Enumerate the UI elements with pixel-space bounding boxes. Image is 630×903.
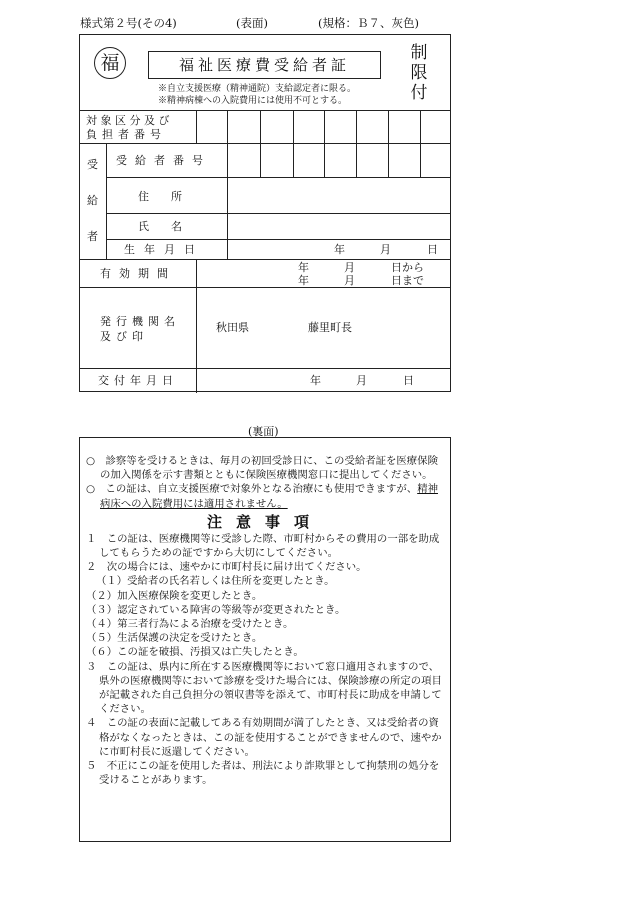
issue-month: 月 [356, 374, 367, 387]
front-side-label: (表面) [236, 16, 268, 30]
notice-item-3: ３ この証は、県内に所在する医療機関等において窓口適用されますので、県外の医療機関等において診療を受けた場合には、保険診療の所定の項目が記載された自己負担分の領収書等を添えて、市町村長に助成を申請してください。 [86, 660, 442, 716]
issuer-prefecture: 秋田県 [216, 321, 249, 334]
notice-heading: 注意事項 [206, 512, 323, 531]
category-label-1: 対象区分及び [86, 114, 173, 127]
validity-label: 有効期間 [100, 267, 176, 280]
issue-day: 日 [403, 374, 414, 387]
notice-item-2: ２ 次の場合には、速やかに市町村長に届け出てください。 [86, 561, 367, 574]
valid-month-from: 月 [344, 261, 355, 274]
valid-day-from: 日から [391, 261, 424, 274]
notice-item-5: ５ 不正にこの証を使用した者は、刑法により詐欺罪として拘禁刑の処分を受けることがあります。 [86, 760, 440, 787]
issuer-label-1: 発行機関名 [100, 315, 180, 328]
notice-sub-4: （４）第三者行為による治療を受けたとき。 [86, 618, 294, 631]
name-label: 氏 名 [138, 220, 182, 233]
bullet-2-text: ○ この証は、自立支援医療で対象外となる治療にも使用できますが、 [86, 483, 418, 496]
notice-item-4: ４ この証の表面に記載してある有効期間が満了したとき、又は受給者の資格がなくなったときは、この証を使用することができませんので、速やかに市町村長に返還してください。 [86, 717, 442, 758]
recipient-vertical-2: 給 [87, 194, 98, 207]
birth-day: 日 [427, 243, 438, 256]
birth-year: 年 [334, 243, 345, 256]
seal-mark: 福 [94, 47, 126, 79]
notice-sub-3: （３）認定されている障害の等級等が変更されたとき。 [86, 603, 346, 616]
notice-sub-2: （２）加入医療保険を変更したとき。 [86, 589, 263, 602]
bullet-1: ○ 診察等を受けるときは、毎月の初回受診日に、この受給者証を医療保険の加入関係を示す書類とともに保険医療機関窓口に提出してください。 [86, 455, 438, 482]
birth-month: 月 [380, 243, 391, 256]
bullet-2 [86, 482, 444, 510]
back-card [79, 437, 451, 842]
restriction-label: 制限付 [410, 43, 428, 103]
birth-date-label: 生年月日 [124, 243, 204, 256]
note-2: ※精神病棟への入院費用には使用不可とする。 [158, 96, 348, 106]
notice-sub-1: （１）受給者の氏名若しくは住所を変更したとき。 [96, 575, 335, 588]
valid-year-from: 年 [298, 261, 309, 274]
issue-date-label: 交付年月日 [98, 374, 178, 387]
recipient-vertical-1: 受 [87, 158, 98, 171]
issuer-mayor: 藤里町長 [308, 321, 352, 334]
form-number: 様式第２号(その4) [80, 16, 177, 30]
notice-item-1: １ この証は、医療機関等に受診した際、市町村からその費用の一部を助成してもらうための証ですから大切にしてください。 [86, 532, 440, 560]
back-side-label: (裏面) [248, 425, 279, 438]
notice-sub-5: （５）生活保護の決定を受けたとき。 [86, 632, 263, 645]
notice-sub-6: （６）この証を破損、汚損又は亡失したとき。 [86, 646, 304, 659]
valid-day-to: 日まで [391, 274, 424, 287]
bullet-2-underlined: 精神病床への入院費用には適用されません。 [100, 483, 438, 510]
valid-year-to: 年 [298, 274, 309, 287]
note-1: ※自立支援医療（精神通院）支給認定者に限る。 [158, 84, 357, 94]
address-label: 住 所 [138, 190, 182, 203]
issuer-label-2: 及び印 [100, 330, 148, 343]
spec-label: (規格：Ｂ７、灰色) [318, 16, 419, 30]
recipient-number-label: 受給者番号 [116, 154, 211, 167]
recipient-vertical-3: 者 [87, 230, 98, 243]
category-label-2: 負担者番号 [86, 128, 166, 141]
card-title: 福祉医療費受給者証 [148, 51, 381, 79]
issue-year: 年 [310, 374, 321, 387]
valid-month-to: 月 [344, 274, 355, 287]
front-card [79, 34, 451, 392]
